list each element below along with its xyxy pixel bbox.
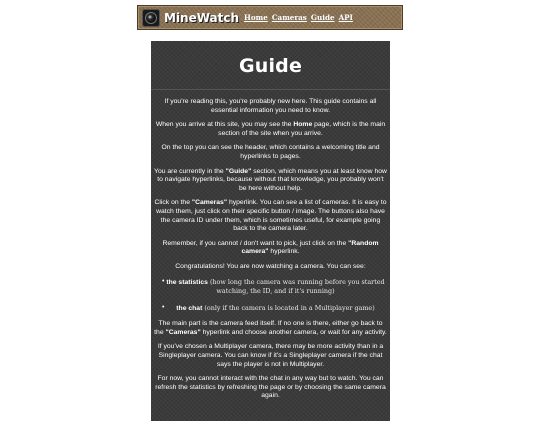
page-title: Guide: [238, 54, 303, 77]
text-run: Remember, if you cannot / don't want to pick, just click on the: [162, 239, 349, 247]
text-run: hyperlink and choose another camera, or wait for any activity.: [200, 328, 387, 336]
feature-list: [154, 278, 387, 314]
feature-term: the statistics: [166, 278, 208, 286]
guide-content: [154, 90, 387, 401]
guide-heading-bar: [151, 41, 390, 90]
guide-paragraph: Congratulations! You are now watching a camera. You can see:: [175, 262, 366, 270]
cameras-term: "Cameras": [165, 328, 201, 336]
camera-logo-icon[interactable]: [142, 9, 160, 27]
guide-panel: [151, 41, 390, 421]
text-run: Click on the: [154, 199, 192, 207]
guide-paragraph: [154, 199, 387, 233]
guide-paragraph: On the top you can see the header, which contains a welcoming title and hyperlinks to pages.: [161, 144, 380, 160]
guide-term: "Guide": [225, 167, 252, 175]
list-item: [154, 278, 387, 297]
random-camera-term: "Random camera": [241, 239, 379, 256]
guide-paragraph: If you've chosen a Multiplayer camera, there may be more activity than in a Singleplayer camera. You can know if it's a Singleplayer camera if the chat says the player is not in Multiplayer.: [157, 343, 384, 368]
nav-link-api[interactable]: API: [338, 13, 353, 22]
main-nav: [244, 13, 357, 22]
bullet-icon: •: [162, 303, 165, 311]
bullet-icon: •: [162, 277, 165, 285]
text-run: hyperlink.: [268, 248, 300, 256]
list-item: [154, 304, 387, 314]
feature-description: (how long the camera was running before you started watching, the ID, and if it's running): [207, 277, 385, 296]
guide-paragraph: [154, 240, 387, 257]
guide-paragraph: [154, 121, 387, 138]
text-run: When you arrive at this site, you may see the: [155, 121, 294, 129]
guide-paragraph: [154, 168, 387, 194]
guide-paragraph: If you're reading this, you're probably new here. This guide contains all essential information you need to know.: [164, 98, 377, 114]
camera-lens-icon: [145, 12, 157, 24]
nav-link-home[interactable]: Home: [244, 13, 268, 22]
guide-paragraph: [154, 320, 387, 337]
text-run: You are currently in the: [154, 167, 226, 175]
feature-term: the chat: [176, 304, 203, 312]
feature-description: (only if the camera is located in a Multiplayer game): [202, 303, 375, 312]
site-header: [137, 5, 403, 30]
home-term: Home: [293, 121, 313, 129]
text-run: The main part is the camera feed itself. If no one is there, either go back to the: [154, 320, 383, 336]
site-brand[interactable]: MineWatch: [164, 10, 240, 25]
nav-link-cameras[interactable]: Cameras: [271, 13, 307, 22]
guide-paragraph: For now, you cannot interact with the chat in any way but to watch. You can refresh the statistics by refreshing the page or by choosing the same camera again.: [155, 375, 386, 400]
text-run: hyperlink. You can see a list of cameras. It is easy to watch them, just click on their specific button / image. The buttons also have the camera ID under them, which is sometimes useful, for example going back to the camera later.: [156, 199, 387, 233]
nav-link-guide[interactable]: Guide: [310, 13, 335, 22]
text-run: page, which is the main section of the site when you arrive.: [218, 121, 386, 137]
cameras-term: "Cameras": [191, 199, 228, 207]
text-run: section, which means you at least know how to navigate hyperlinks, because without that knowledge, you probably won't be here without help.: [157, 167, 387, 192]
